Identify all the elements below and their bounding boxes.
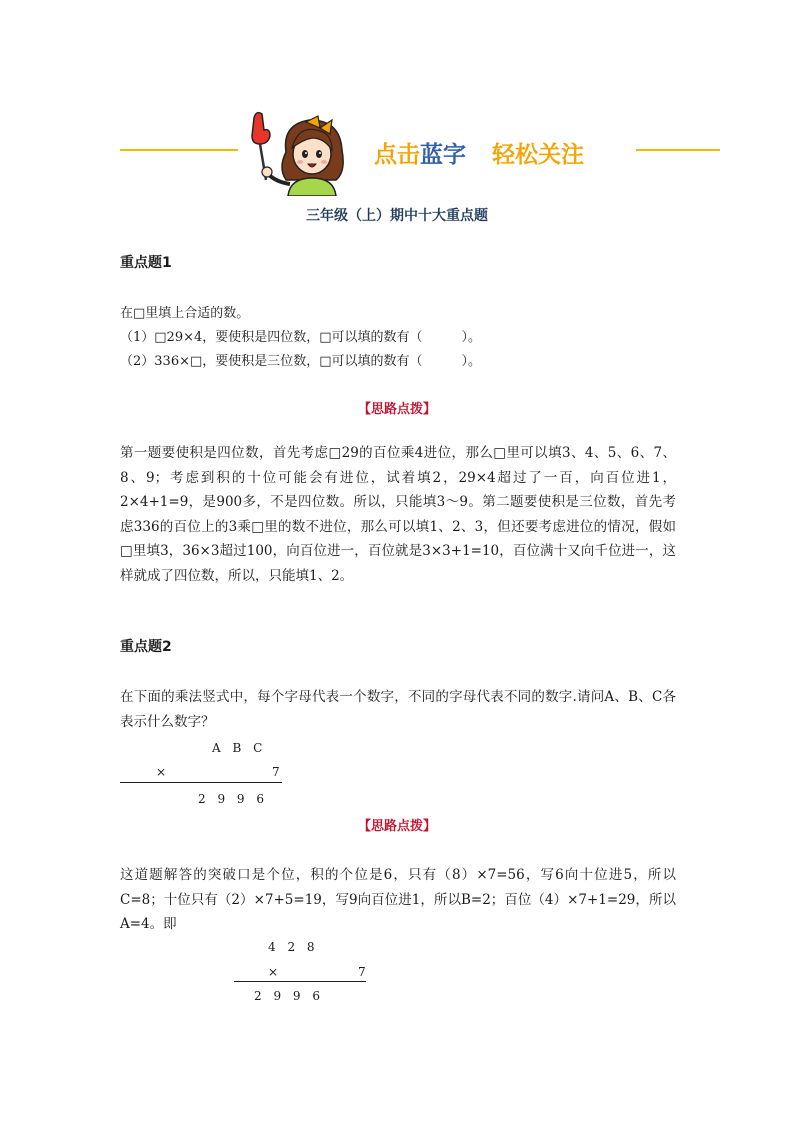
problem1-analysis: 第一题要使积是四位数，首先考虑□29的百位乘4进位，那么□里可以填3、4、5、6、7、8、9；考虑到积的十位可能会有进位，试着填2，29×4超过了一百，向百位进1，2×4+1=9，是900多，不是四位数。所以，只能填3～9。第二题要使积是三位数，首先考虑336的百位上的3乘□里的数不进位，那么可以填1、2、3，但还要考虑进位的情况，假如□里填3，36×3超过100，向百位进一，百位就是3×3+1=10，百位满十又向千位进一，这样就成了四位数，所以，只能填1、2。	[120, 445, 676, 584]
banner-part1: 点击	[374, 142, 420, 168]
vertical-rule	[120, 782, 282, 783]
problem1-intro: 在□里填上合适的数。	[120, 306, 250, 321]
problem1-q2: （2）336×□，要使积是三位数，□可以填的数有（ ）。	[120, 354, 482, 369]
problem2-hint-label: 【思路点拨】	[357, 819, 436, 834]
problem1-hint-label: 【思路点拨】	[357, 402, 436, 417]
problem2-question: 在下面的乘法竖式中，每个字母代表一个数字，不同的字母代表不同的数字.请问A、B、C各表示什么数字？	[120, 689, 676, 730]
vertical-multiplier: 7	[272, 765, 284, 779]
problem2-analysis: 这道题解答的突破口是个位，积的个位是6，只有（8）×7=56，写6向十位进5，所以C=8；十位只有（2）×7+5=19，写9向百位进1，所以B=2；百位（4）×7+1=29，所以A=4。即	[120, 867, 676, 932]
banner-part3: 轻松关注	[492, 142, 584, 168]
vertical-result: 2 9 9 6	[198, 792, 268, 806]
page-title: 三年级（上）期中十大重点题	[306, 208, 488, 224]
problem1-heading: 重点题1	[120, 255, 172, 271]
vertical-top-row: A B C	[212, 741, 267, 755]
answer-rule	[234, 981, 366, 982]
banner-part2: 蓝字	[420, 142, 466, 168]
answer-top-row: 4 2 8	[268, 940, 319, 954]
banner-follow-text[interactable]	[374, 136, 584, 169]
problem1-q1: （1）□29×4，要使积是四位数，□可以填的数有（ ）。	[120, 330, 482, 345]
vertical-times-sign: ×	[156, 765, 171, 779]
answer-multiplier: 7	[358, 965, 370, 979]
banner-line-left	[120, 149, 238, 151]
answer-times-sign: ×	[268, 965, 283, 979]
answer-result: 2 9 9 6	[254, 989, 324, 1003]
girl-mascot-icon	[246, 108, 362, 196]
problem2-heading: 重点题2	[120, 639, 172, 655]
banner-line-right	[636, 149, 720, 151]
